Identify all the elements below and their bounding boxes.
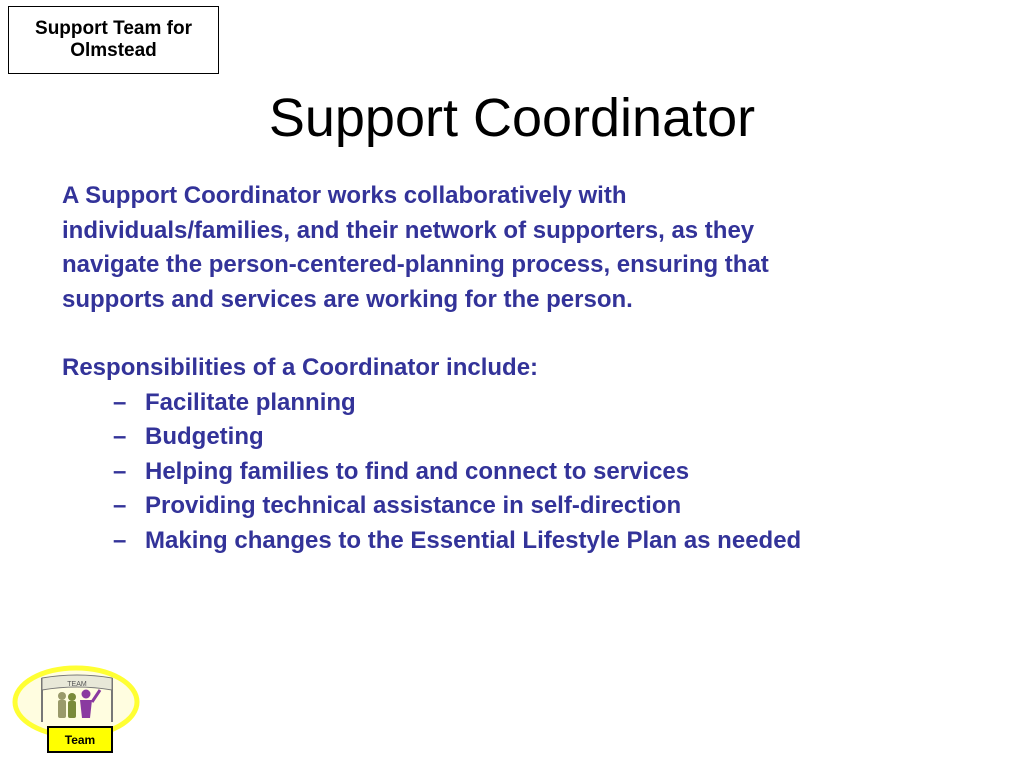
dash-bullet: – <box>113 457 127 485</box>
support-team-label-box <box>8 6 219 74</box>
list-item-text: Providing technical assistance in self-direction <box>145 492 682 519</box>
intro-paragraph <box>62 179 962 317</box>
intro-line: navigate the person-centered-planning process, ensuring that <box>62 251 769 278</box>
intro-line: individuals/families, and their network of supporters, as they <box>62 216 755 244</box>
list-item <box>62 489 962 524</box>
intro-line: A Support Coordinator works collaboratively with <box>62 182 627 209</box>
intro-line: supports and services are working for the person. <box>62 285 633 313</box>
list-item-text: Making changes to the Essential Lifestyle Plan as needed <box>145 526 802 554</box>
list-item <box>62 455 962 490</box>
responsibilities-heading: Responsibilities of a Coordinator include: <box>62 354 539 381</box>
responsibilities-list <box>62 386 962 559</box>
dash-bullet: – <box>113 492 127 519</box>
support-team-label-line2: Olmstead <box>70 40 157 61</box>
list-item <box>62 386 962 421</box>
list-item-text: Facilitate planning <box>145 388 356 416</box>
slide-title: Support Coordinator <box>268 88 756 148</box>
dash-bullet: – <box>113 388 127 416</box>
list-item-text: Budgeting <box>145 423 264 450</box>
dash-bullet: – <box>113 423 127 450</box>
support-team-label-line1: Support Team for <box>35 18 192 39</box>
dash-bullet: – <box>113 526 127 554</box>
banner-text: TEAM <box>67 681 87 688</box>
list-item <box>62 420 962 455</box>
list-item <box>62 524 962 559</box>
team-label: Team <box>64 732 96 747</box>
team-label-box <box>47 726 113 753</box>
slide-body <box>62 179 962 558</box>
list-item-text: Helping families to find and connect to services <box>145 457 690 485</box>
